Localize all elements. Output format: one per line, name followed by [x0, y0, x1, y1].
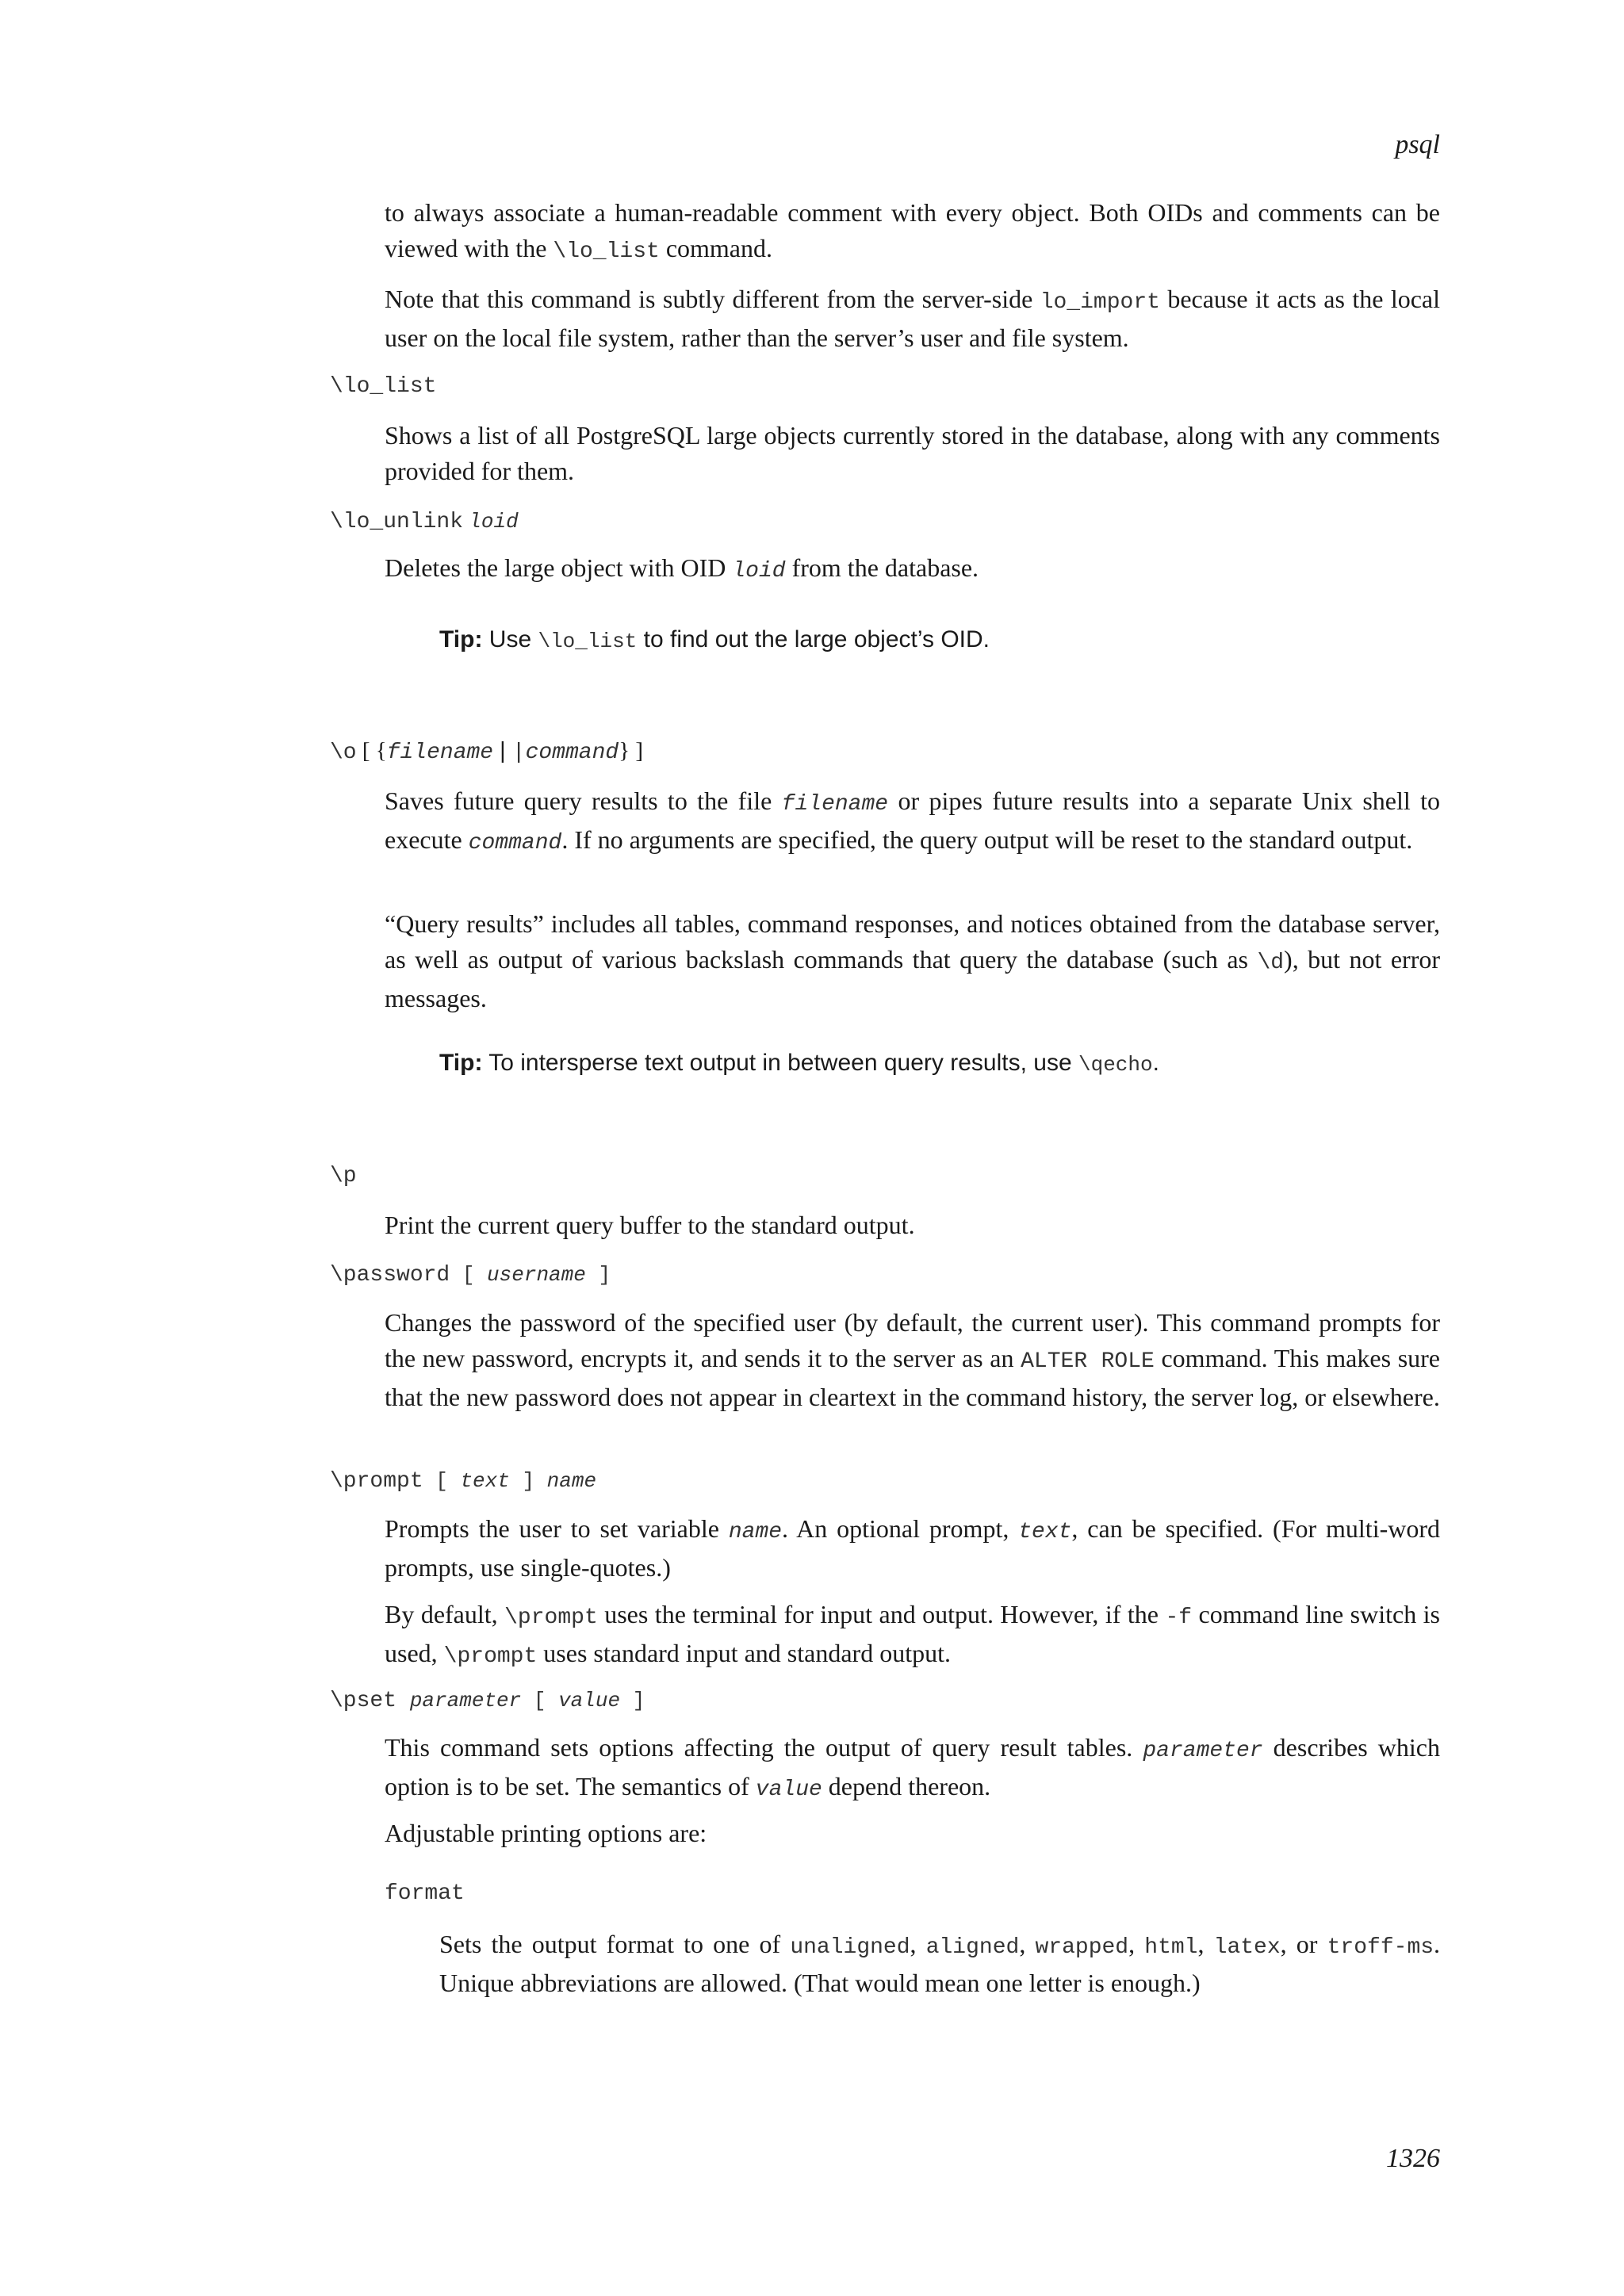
- inline-code: \lo_list: [553, 239, 660, 264]
- p-description: Print the current query buffer to the standard output.: [385, 1211, 915, 1239]
- option-term-format: format: [385, 1881, 465, 1906]
- lo-list-description: Shows a list of all PostgreSQL large objects currently stored in the database, along with any comments provided for them.: [385, 421, 1440, 485]
- tip-label: Tip:: [439, 626, 483, 652]
- inline-code: ALTER ROLE: [1021, 1349, 1155, 1374]
- inline-code: -f: [1165, 1605, 1193, 1630]
- intro-paragraph-2: Note that this command is subtly different from the server-side lo_import because it acts as the local user on the local file system, rather than the server’s user and file system.: [385, 285, 1441, 352]
- tip-o: Tip: To intersperse text output in between query results, use \qecho.: [439, 1050, 1159, 1077]
- running-header: psql: [1395, 130, 1440, 159]
- inline-code: lo_import: [1040, 290, 1160, 315]
- prompt-description: Prompts the user to set variable name. An optional prompt, text, can be specified. (For multi-word prompts, use single-quotes.): [385, 1514, 1440, 1582]
- command-term-prompt: \prompt [ text ] name: [330, 1469, 597, 1494]
- prompt-default-paragraph: By default, \prompt uses the terminal for input and output. However, if the -f command line switch is used, \prompt uses standard input and standard output.: [385, 1600, 1440, 1669]
- command-term-pset: \pset parameter [ value ]: [330, 1689, 645, 1713]
- tip-label: Tip:: [439, 1050, 483, 1076]
- command-term-p: \p: [330, 1164, 357, 1188]
- command-term-o: \o [ {filename | |command} ]: [330, 738, 644, 765]
- inline-code: \qecho: [1078, 1053, 1153, 1077]
- inline-code: \lo_list: [538, 629, 638, 653]
- pset-options-intro: Adjustable printing options are:: [385, 1819, 707, 1847]
- command-term-lo-list: \lo_list: [330, 374, 437, 399]
- o-query-results-paragraph: “Query results” includes all tables, command responses, and notices obtained from the database server, as well as output of various backslash commands that query the database (such as \d), but not error messages.: [385, 909, 1441, 1012]
- o-description: Saves future query results to the file filename or pipes future results into a separate Unix shell to execute command. If no arguments are specified, the query output will be reset to the standard output.: [385, 786, 1441, 855]
- inline-code: \prompt: [443, 1644, 538, 1669]
- intro-paragraph-1: to always associate a human-readable comment with every object. Both OIDs and comments can be viewed with the \lo_list command.: [385, 198, 1440, 264]
- password-description: Changes the password of the specified user (by default, the current user). This command prompts for the new password, encrypts it, and sends it to the server as an ALTER ROLE command. This makes sure that the new password does not appear in cleartext in the command history, the server log, or elsewhere.: [385, 1308, 1441, 1411]
- command-term-lo-unlink: \lo_unlink loid: [330, 510, 519, 534]
- inline-code: \d: [1257, 951, 1285, 975]
- format-description: Sets the output format to one of unaligned, aligned, wrapped, html, latex, or troff-ms. Unique abbreviations are allowed. (That would mean one letter is enough.): [439, 1930, 1441, 1997]
- tip-lo-unlink: Tip: Use \lo_list to find out the large object’s OID.: [439, 626, 990, 653]
- command-term-password: \password [ username ]: [330, 1263, 611, 1288]
- lo-unlink-description: Deletes the large object with OID loid from the database.: [385, 553, 979, 584]
- page-number: 1326: [1386, 2144, 1440, 2173]
- pset-description: This command sets options affecting the output of query result tables. parameter describes which option is to be set. The semantics of value depend thereon.: [385, 1733, 1441, 1802]
- inline-code: \prompt: [504, 1605, 598, 1630]
